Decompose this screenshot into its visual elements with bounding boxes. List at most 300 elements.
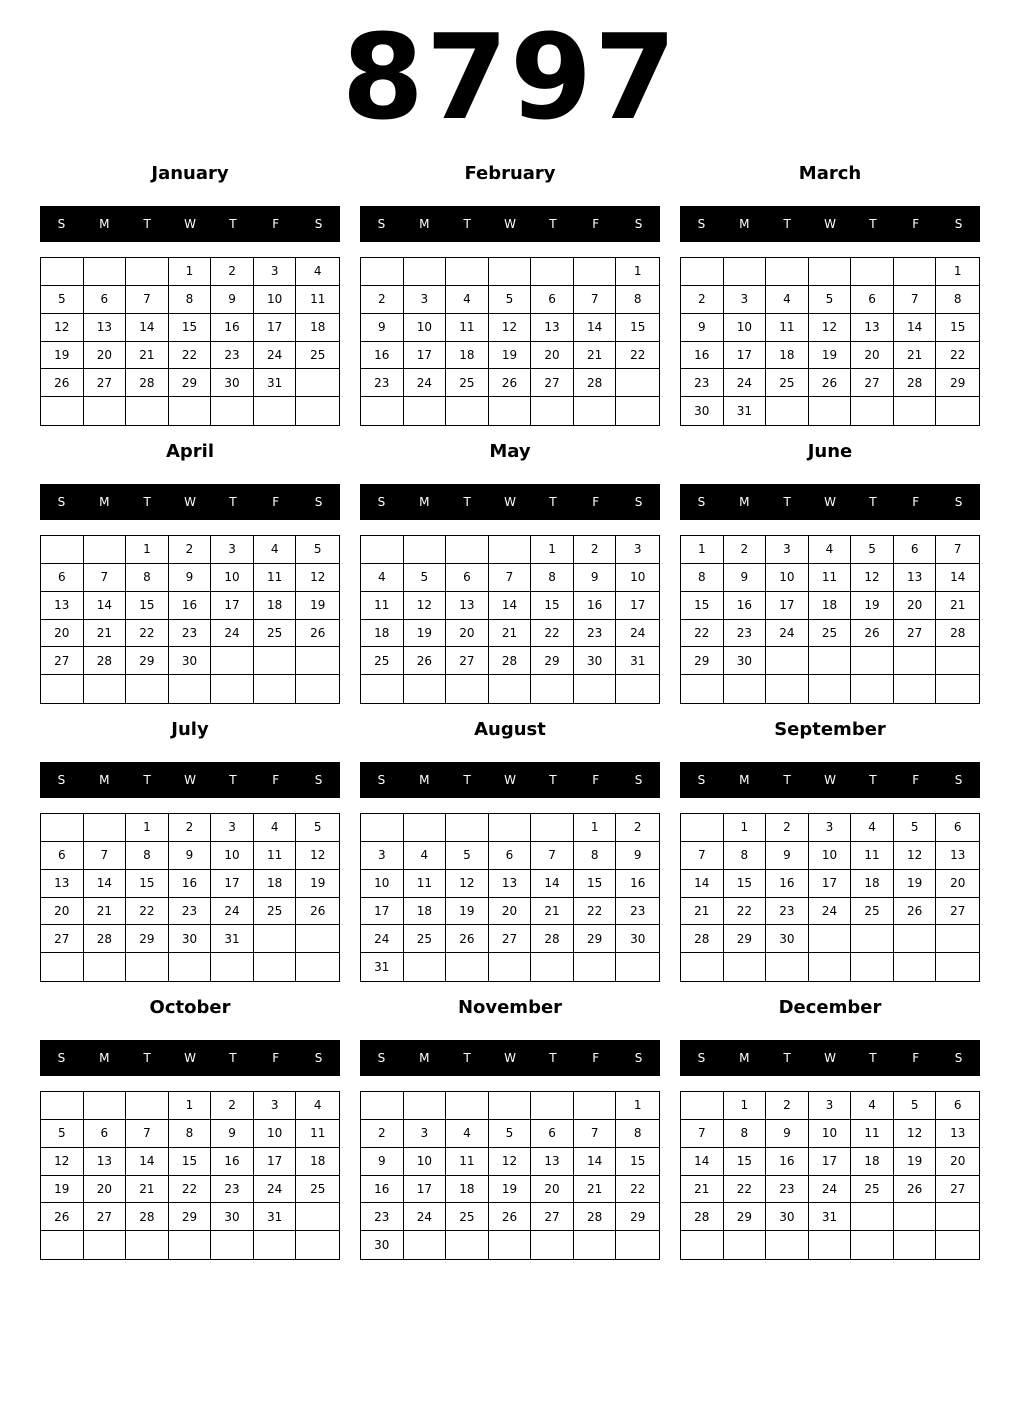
weekday-label: T [869, 773, 877, 787]
day-cell: 18 [296, 314, 339, 342]
day-cell: 16 [169, 592, 212, 620]
day-cell [126, 1231, 169, 1259]
day-cell: 5 [894, 1092, 937, 1120]
day-cell: 6 [851, 286, 894, 314]
weekday-label: M [99, 217, 110, 231]
day-cell [574, 397, 617, 425]
weekday-label: T [869, 217, 877, 231]
day-cell: 12 [809, 314, 852, 342]
day-cell: 31 [211, 925, 254, 953]
day-cell: 7 [489, 564, 532, 592]
day-cell: 13 [894, 564, 937, 592]
day-cell: 10 [809, 1120, 852, 1148]
month-name: February [464, 163, 556, 184]
day-cell: 14 [574, 314, 617, 342]
day-cell: 25 [296, 1176, 339, 1204]
day-cell: 10 [766, 564, 809, 592]
day-cell: 25 [809, 620, 852, 648]
day-cell: 19 [894, 1148, 937, 1176]
day-cell: 13 [41, 592, 84, 620]
day-cell: 24 [211, 620, 254, 648]
day-cell [489, 397, 532, 425]
day-cell: 28 [681, 925, 724, 953]
day-cell: 30 [169, 647, 212, 675]
day-cell: 20 [41, 898, 84, 926]
day-cell: 16 [766, 1148, 809, 1176]
day-cell: 1 [169, 258, 212, 286]
day-cell: 12 [851, 564, 894, 592]
day-cell: 5 [851, 536, 894, 564]
weekday-label: M [739, 773, 750, 787]
day-cell: 29 [169, 369, 212, 397]
day-cell: 2 [616, 814, 659, 842]
day-cell: 18 [766, 342, 809, 370]
day-cell: 6 [41, 842, 84, 870]
day-cell [361, 397, 404, 425]
day-cell: 27 [41, 925, 84, 953]
day-cell: 6 [936, 814, 979, 842]
day-cell: 4 [851, 1092, 894, 1120]
day-cell: 21 [574, 1176, 617, 1204]
day-cell: 6 [531, 1120, 574, 1148]
day-cell: 26 [41, 369, 84, 397]
day-cell: 8 [616, 1120, 659, 1148]
day-cell: 4 [296, 1092, 339, 1120]
day-cell: 13 [41, 870, 84, 898]
day-cell: 10 [404, 1148, 447, 1176]
day-cell: 10 [254, 1120, 297, 1148]
day-cell: 28 [126, 369, 169, 397]
day-cell: 5 [809, 286, 852, 314]
month-name: September [774, 719, 886, 740]
day-cell [616, 369, 659, 397]
weekday-label: F [912, 495, 920, 509]
day-cell: 12 [404, 592, 447, 620]
day-cell [404, 1231, 447, 1259]
day-cell [766, 258, 809, 286]
weekday-label: F [272, 217, 280, 231]
day-cell: 26 [446, 925, 489, 953]
day-cell [531, 1092, 574, 1120]
day-cell: 25 [446, 369, 489, 397]
day-cell: 3 [211, 536, 254, 564]
day-cell: 19 [41, 342, 84, 370]
day-cell: 23 [766, 898, 809, 926]
day-cell: 14 [84, 592, 127, 620]
day-cell [809, 647, 852, 675]
day-cell [489, 536, 532, 564]
day-cell: 16 [211, 314, 254, 342]
day-cell: 13 [531, 1148, 574, 1176]
day-cell [254, 397, 297, 425]
day-cell: 20 [446, 620, 489, 648]
day-cell: 19 [296, 592, 339, 620]
weekday-label: M [739, 495, 750, 509]
day-cell: 2 [169, 814, 212, 842]
day-cell: 15 [126, 870, 169, 898]
day-cell [936, 1203, 979, 1231]
day-cell [126, 675, 169, 703]
day-cell [681, 1092, 724, 1120]
day-cell: 11 [254, 564, 297, 592]
weekday-label: S [954, 1051, 963, 1065]
day-cell: 19 [404, 620, 447, 648]
day-cell: 18 [446, 1176, 489, 1204]
day-cell [211, 397, 254, 425]
year-title: 8797 [341, 8, 679, 146]
day-cell: 29 [724, 1203, 767, 1231]
day-cell [616, 953, 659, 981]
day-cell: 24 [211, 898, 254, 926]
day-cell [254, 675, 297, 703]
day-cell: 8 [681, 564, 724, 592]
day-cell [446, 397, 489, 425]
day-cell: 15 [574, 870, 617, 898]
day-cell [211, 1231, 254, 1259]
weekday-label: F [272, 495, 280, 509]
weekday-label: S [377, 217, 386, 231]
day-cell: 20 [936, 870, 979, 898]
day-cell: 28 [574, 369, 617, 397]
day-cell: 27 [446, 647, 489, 675]
day-cell [766, 647, 809, 675]
day-grid [680, 535, 980, 704]
weekday-label: S [377, 773, 386, 787]
day-grid [680, 1091, 980, 1260]
day-cell [296, 925, 339, 953]
day-cell [361, 536, 404, 564]
day-cell: 13 [936, 1120, 979, 1148]
day-cell: 25 [851, 898, 894, 926]
weekday-label: T [463, 495, 471, 509]
day-cell: 13 [84, 1148, 127, 1176]
day-cell: 28 [681, 1203, 724, 1231]
day-cell: 17 [809, 1148, 852, 1176]
day-cell: 15 [616, 314, 659, 342]
day-cell: 26 [296, 620, 339, 648]
day-cell: 15 [169, 1148, 212, 1176]
day-cell: 22 [681, 620, 724, 648]
weekday-label: T [549, 217, 557, 231]
day-cell: 19 [809, 342, 852, 370]
day-cell: 21 [894, 342, 937, 370]
day-cell [126, 1092, 169, 1120]
weekday-label: S [954, 495, 963, 509]
day-cell: 30 [361, 1231, 404, 1259]
day-cell [254, 1231, 297, 1259]
day-cell: 2 [574, 536, 617, 564]
weekday-label: W [504, 217, 516, 231]
day-cell [894, 953, 937, 981]
day-cell: 11 [851, 842, 894, 870]
day-cell: 7 [531, 842, 574, 870]
day-cell [489, 1231, 532, 1259]
day-cell [616, 1231, 659, 1259]
day-cell: 27 [851, 369, 894, 397]
day-cell: 30 [574, 647, 617, 675]
day-cell: 17 [211, 592, 254, 620]
day-cell [894, 1203, 937, 1231]
day-cell: 9 [169, 842, 212, 870]
day-cell: 15 [616, 1148, 659, 1176]
day-cell [809, 925, 852, 953]
weekday-label: F [912, 773, 920, 787]
day-cell [361, 814, 404, 842]
day-cell: 30 [169, 925, 212, 953]
month-name: December [778, 997, 882, 1018]
day-cell: 31 [724, 397, 767, 425]
day-cell: 23 [616, 898, 659, 926]
day-cell: 12 [489, 1148, 532, 1176]
day-cell: 21 [681, 1176, 724, 1204]
day-cell: 12 [894, 1120, 937, 1148]
day-cell [254, 925, 297, 953]
day-cell: 25 [851, 1176, 894, 1204]
weekday-label: M [99, 495, 110, 509]
day-cell [296, 675, 339, 703]
day-cell: 19 [446, 898, 489, 926]
day-cell [404, 675, 447, 703]
day-cell: 24 [254, 342, 297, 370]
day-cell: 21 [489, 620, 532, 648]
day-cell: 31 [254, 369, 297, 397]
day-cell: 16 [681, 342, 724, 370]
day-cell: 22 [724, 898, 767, 926]
weekday-label: M [419, 1051, 430, 1065]
day-cell: 2 [766, 1092, 809, 1120]
day-cell [296, 1203, 339, 1231]
day-cell [41, 814, 84, 842]
day-cell: 14 [681, 870, 724, 898]
day-cell: 2 [766, 814, 809, 842]
weekday-label: T [229, 773, 237, 787]
day-cell: 16 [616, 870, 659, 898]
day-cell [296, 369, 339, 397]
day-cell: 15 [531, 592, 574, 620]
day-cell [84, 814, 127, 842]
weekday-label: S [634, 1051, 643, 1065]
weekday-label: S [634, 217, 643, 231]
day-cell: 26 [489, 1203, 532, 1231]
weekday-label: M [99, 773, 110, 787]
day-cell [489, 1092, 532, 1120]
day-cell [211, 647, 254, 675]
weekday-header [680, 1040, 980, 1076]
day-cell: 6 [84, 1120, 127, 1148]
day-cell: 27 [531, 1203, 574, 1231]
weekday-label: T [463, 217, 471, 231]
weekday-header [40, 1040, 340, 1076]
day-cell: 23 [766, 1176, 809, 1204]
day-cell: 13 [489, 870, 532, 898]
day-cell: 15 [724, 1148, 767, 1176]
day-cell: 4 [361, 564, 404, 592]
day-cell: 11 [809, 564, 852, 592]
day-cell: 30 [766, 925, 809, 953]
day-cell: 9 [766, 842, 809, 870]
day-cell: 15 [169, 314, 212, 342]
weekday-label: T [229, 495, 237, 509]
day-cell [41, 536, 84, 564]
day-cell: 7 [681, 1120, 724, 1148]
day-cell [936, 1231, 979, 1259]
day-cell: 18 [851, 870, 894, 898]
weekday-header [360, 206, 660, 242]
day-cell [84, 1092, 127, 1120]
day-cell [851, 258, 894, 286]
day-cell [809, 397, 852, 425]
day-cell: 24 [724, 369, 767, 397]
weekday-label: S [314, 1051, 323, 1065]
month-name: March [798, 163, 862, 184]
day-cell: 11 [404, 870, 447, 898]
day-cell [894, 258, 937, 286]
day-cell: 3 [211, 814, 254, 842]
day-cell: 28 [531, 925, 574, 953]
day-cell [404, 536, 447, 564]
day-cell [681, 814, 724, 842]
weekday-label: W [824, 773, 836, 787]
day-cell: 28 [894, 369, 937, 397]
day-cell: 4 [404, 842, 447, 870]
day-cell [894, 925, 937, 953]
day-cell [41, 675, 84, 703]
day-cell: 1 [724, 1092, 767, 1120]
day-cell: 7 [84, 564, 127, 592]
weekday-label: W [824, 495, 836, 509]
day-cell: 8 [531, 564, 574, 592]
weekday-label: T [869, 1051, 877, 1065]
day-cell [724, 1231, 767, 1259]
day-cell: 14 [894, 314, 937, 342]
day-cell: 3 [404, 286, 447, 314]
day-cell: 27 [84, 1203, 127, 1231]
day-cell: 5 [446, 842, 489, 870]
day-cell [254, 647, 297, 675]
day-cell: 6 [41, 564, 84, 592]
weekday-header [40, 484, 340, 520]
day-cell: 8 [936, 286, 979, 314]
weekday-label: S [314, 773, 323, 787]
day-cell: 13 [851, 314, 894, 342]
day-cell [446, 536, 489, 564]
day-cell [446, 814, 489, 842]
month-name: July [171, 719, 209, 740]
day-cell: 8 [574, 842, 617, 870]
day-cell: 16 [574, 592, 617, 620]
day-cell: 11 [766, 314, 809, 342]
day-cell: 22 [724, 1176, 767, 1204]
day-cell: 22 [126, 620, 169, 648]
day-cell: 20 [489, 898, 532, 926]
day-cell [681, 675, 724, 703]
day-cell: 31 [809, 1203, 852, 1231]
day-cell [851, 1203, 894, 1231]
weekday-label: S [697, 495, 706, 509]
weekday-label: W [504, 1051, 516, 1065]
day-cell [894, 647, 937, 675]
day-cell: 13 [84, 314, 127, 342]
day-cell: 10 [404, 314, 447, 342]
day-cell [404, 814, 447, 842]
day-cell [531, 814, 574, 842]
weekday-label: S [697, 1051, 706, 1065]
day-cell [681, 953, 724, 981]
day-cell: 22 [169, 1176, 212, 1204]
day-cell: 18 [851, 1148, 894, 1176]
day-cell [809, 953, 852, 981]
weekday-label: T [549, 495, 557, 509]
day-cell: 27 [894, 620, 937, 648]
month-name: May [489, 441, 531, 462]
day-cell: 1 [169, 1092, 212, 1120]
day-cell: 1 [616, 1092, 659, 1120]
day-cell: 22 [936, 342, 979, 370]
month-name: November [457, 997, 563, 1018]
day-cell: 21 [84, 620, 127, 648]
weekday-label: T [463, 773, 471, 787]
day-cell: 4 [446, 1120, 489, 1148]
weekday-label: T [783, 1051, 791, 1065]
day-cell [84, 536, 127, 564]
day-cell: 23 [361, 1203, 404, 1231]
day-cell [126, 953, 169, 981]
day-cell: 24 [361, 925, 404, 953]
day-grid [360, 535, 660, 704]
day-cell [446, 1092, 489, 1120]
day-cell: 1 [681, 536, 724, 564]
day-cell [84, 397, 127, 425]
weekday-label: T [783, 217, 791, 231]
day-cell: 30 [724, 647, 767, 675]
day-cell: 15 [681, 592, 724, 620]
day-cell [489, 258, 532, 286]
weekday-label: M [419, 773, 430, 787]
day-cell [766, 1231, 809, 1259]
day-cell: 10 [254, 286, 297, 314]
day-cell [574, 258, 617, 286]
day-cell [361, 1092, 404, 1120]
day-cell [126, 258, 169, 286]
day-cell: 3 [616, 536, 659, 564]
day-cell [489, 814, 532, 842]
day-cell: 1 [126, 814, 169, 842]
day-cell: 7 [574, 1120, 617, 1148]
day-cell: 18 [446, 342, 489, 370]
weekday-label: S [634, 495, 643, 509]
day-cell: 9 [211, 1120, 254, 1148]
day-cell: 27 [489, 925, 532, 953]
day-cell: 26 [41, 1203, 84, 1231]
weekday-label: S [377, 495, 386, 509]
weekday-label: W [184, 773, 196, 787]
weekday-header [680, 762, 980, 798]
day-cell: 25 [766, 369, 809, 397]
day-cell: 19 [41, 1176, 84, 1204]
day-cell: 10 [211, 842, 254, 870]
day-cell: 29 [126, 647, 169, 675]
weekday-label: W [824, 1051, 836, 1065]
day-cell [724, 953, 767, 981]
day-cell: 28 [126, 1203, 169, 1231]
day-cell: 23 [169, 898, 212, 926]
day-cell [211, 675, 254, 703]
day-cell [851, 675, 894, 703]
day-cell [851, 925, 894, 953]
day-cell [574, 675, 617, 703]
day-cell: 11 [446, 1148, 489, 1176]
day-cell: 10 [211, 564, 254, 592]
